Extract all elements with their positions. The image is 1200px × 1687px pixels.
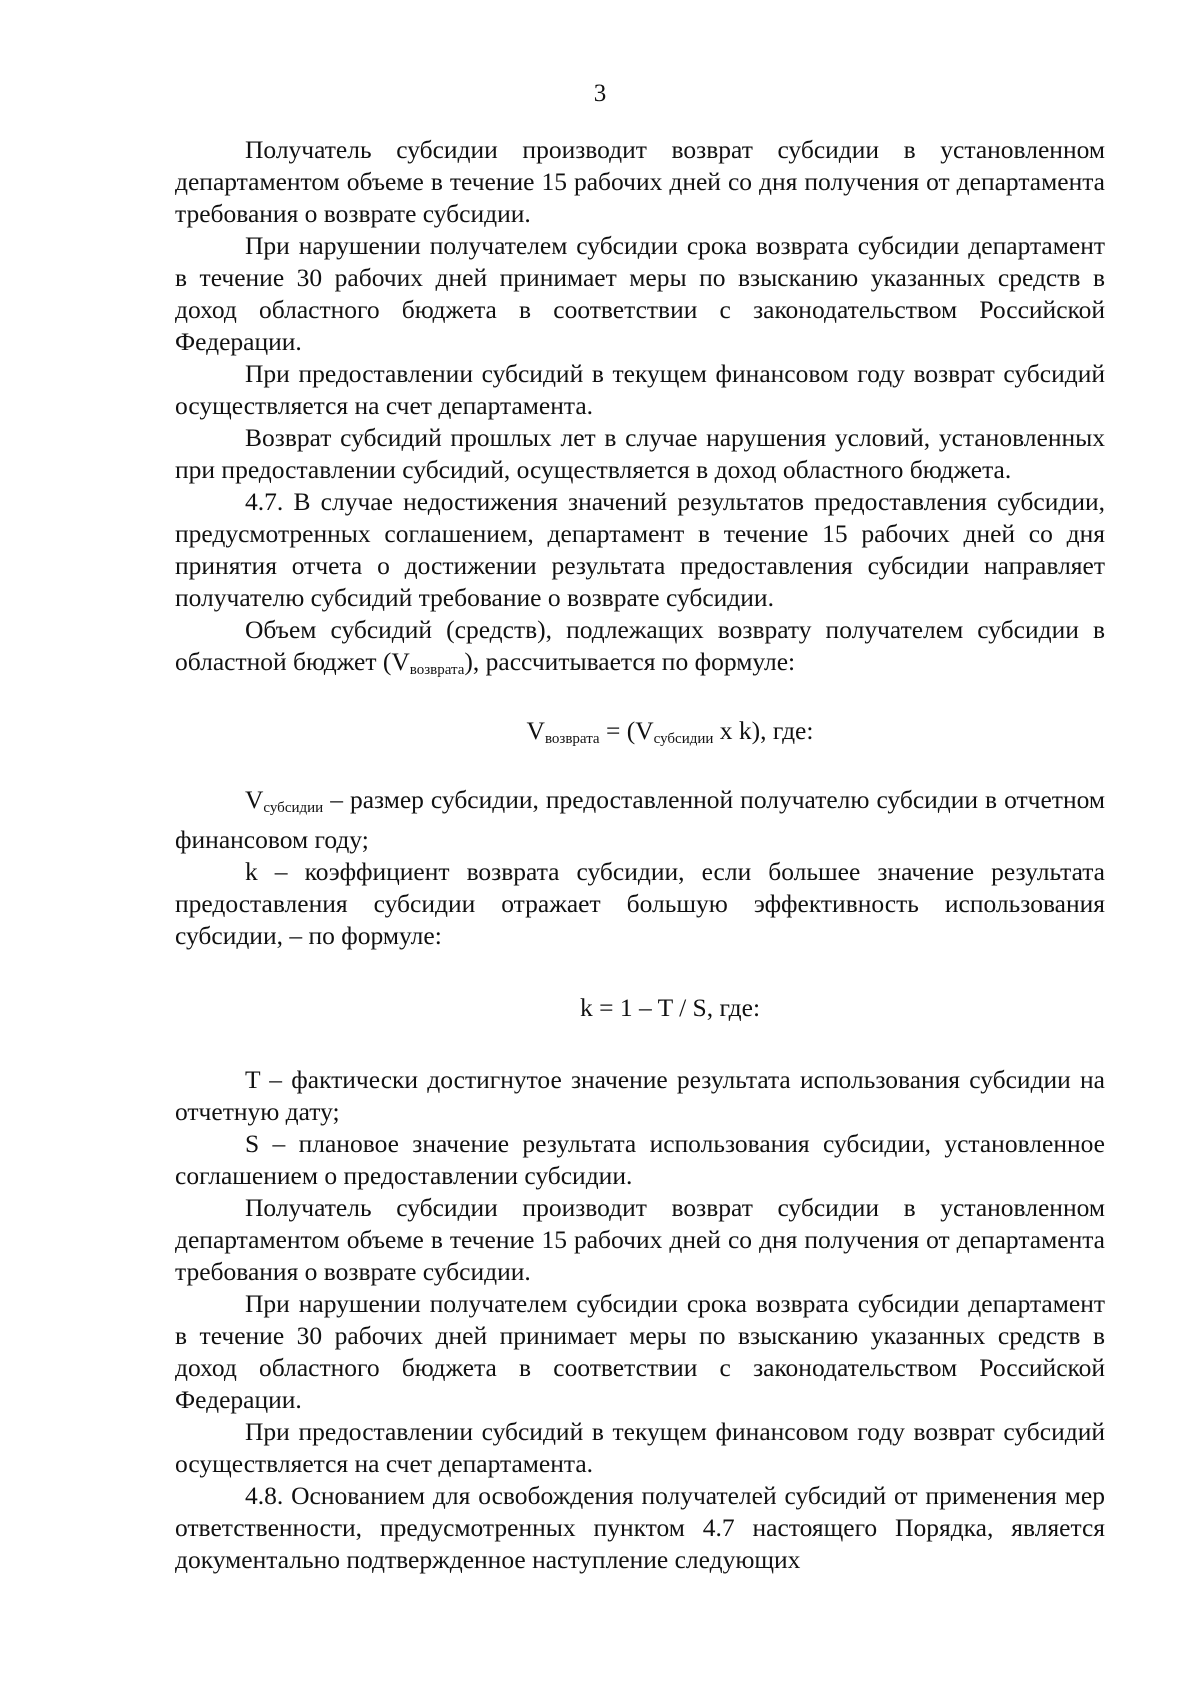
paragraph-return-deadline: Получатель субсидии производит возврат субсидии в установленном департаментом объеме в течение 15 рабочих дней со дня получения от департамента требования о возврате субсидии. xyxy=(175,135,1105,228)
document-body xyxy=(175,134,1105,1576)
paragraph-return-volume xyxy=(175,614,1105,686)
paragraph-return-violation: При нарушении получателем субсидии срока возврата субсидии департамент в течение 30 рабочих дней принимает меры по взысканию указанных средств в доход областного бюджета в соответствии с законодательством Российской Федерации. xyxy=(175,231,1105,356)
paragraph-4-8: 4.8. Основанием для освобождения получателей субсидий от применения мер ответственности, предусмотренных пунктом 4.7 настоящего Порядка, является документально подтвержденное наступление следующих xyxy=(175,1481,1105,1574)
text-segment: – размер субсидии, предоставленной получателю субсидии в отчетном финансовом году; xyxy=(175,785,1105,854)
formula-symbol: V xyxy=(526,716,545,745)
text-segment: Объем субсидий (средств), подлежащих возврату получателем субсидии в областной бюджет (V xyxy=(175,615,1105,676)
formula-symbol: V xyxy=(245,785,264,814)
subscript: субсидии xyxy=(263,800,324,816)
paragraph-v-subsidy-definition xyxy=(175,784,1105,856)
formula-return-volume xyxy=(175,715,1105,755)
formula-coefficient: k = 1 – T / S, где: xyxy=(579,993,761,1022)
paragraph-current-year-return: При предоставлении субсидий в текущем финансовом году возврат субсидий осуществляется на счет департамента. xyxy=(175,359,1105,420)
paragraph-return-violation-repeat: При нарушении получателем субсидии срока возврата субсидии департамент в течение 30 рабочих дней принимает меры по взысканию указанных средств в доход областного бюджета в соответствии с законодательством Российской Федерации. xyxy=(175,1289,1105,1414)
paragraph-4-7: 4.7. В случае недостижения значений результатов предоставления субсидии, предусмотренных соглашением, департамент в течение 15 рабочих дней со дня принятия отчета о достижении результата предоставления субсидии направляет получателю субсидий требование о возврате субсидии. xyxy=(175,487,1105,612)
page-number: 3 xyxy=(593,80,607,107)
paragraph-current-year-return-repeat: При предоставлении субсидий в текущем финансовом году возврат субсидий осуществляется на счет департамента. xyxy=(175,1417,1105,1478)
paragraph-return-deadline-repeat: Получатель субсидии производит возврат субсидии в установленном департаментом объеме в течение 15 рабочих дней со дня получения от департамента требования о возврате субсидии. xyxy=(175,1193,1105,1286)
formula-segment: x k), где: xyxy=(713,716,814,745)
formula-segment: = (V xyxy=(599,716,654,745)
paragraph-s-definition: S – плановое значение результата использования субсидии, установленное соглашением о предоставлении субсидии. xyxy=(175,1129,1105,1190)
paragraph-t-definition: T – фактически достигнутое значение результата использования субсидии на отчетную дату; xyxy=(175,1065,1105,1126)
text-segment: ), рассчитывается по формуле: xyxy=(464,647,796,676)
paragraph-previous-years-return: Возврат субсидий прошлых лет в случае нарушения условий, установленных при предоставлении субсидий, осуществляется в доход областного бюджета. xyxy=(175,423,1105,484)
subscript: возврата xyxy=(544,731,600,747)
paragraph-k-definition: k – коэффициент возврата субсидии, если большее значение результата предоставления субсидии отражает большую эффективность использования субсидии, – по формуле: xyxy=(175,857,1105,950)
subscript: возврата xyxy=(409,662,465,678)
subscript: субсидии xyxy=(653,731,714,747)
